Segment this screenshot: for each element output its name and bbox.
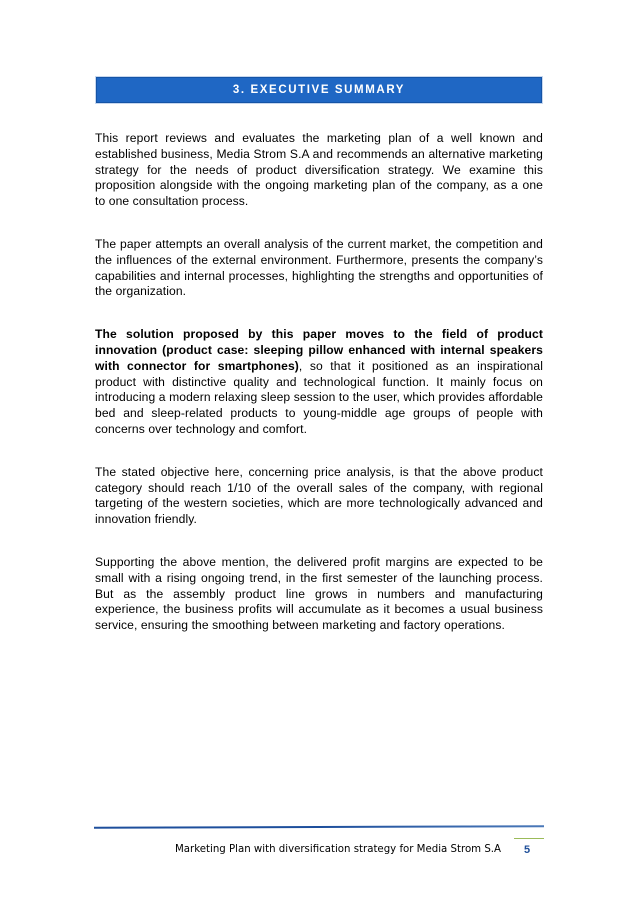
paragraph-solution — [95, 327, 543, 438]
paragraph-objective: The stated objective here, concerning price analysis, is that the above product category should reach 1/10 of the overall sales of the company, with regional targeting of the western societies, which are more technologically advanced and innovation friendly. — [95, 464, 543, 527]
section-heading: 3. EXECUTIVE SUMMARY — [232, 84, 406, 96]
footer-divider — [94, 825, 544, 829]
document-body — [95, 131, 543, 661]
paragraph-profit: Supporting the above mention, the delivered profit margins are expected to be small with a rising ongoing trend, in the first semester of the launching process. But as the assembly product line grows in numbers and manufacturing experience, the business profits will accumulate as it becomes a usual business service, ensuring the smoothing between marketing and factory operations. — [95, 554, 543, 633]
solution-rest-text: , so that it positioned as an inspirational product with distinctive quality and technological function. It mainly focus on introducing a modern relaxing sleep session to the user, which provides affordable bed and sleep-related products to young-middle age groups of people with concerns over technology and comfort. — [95, 358, 543, 436]
solution-bold-text: The solution proposed by this paper moves to the field of product innovation (product case: sleeping pillow enhanced with internal speakers with connector for smartphones) — [95, 327, 543, 373]
paragraph-intro: This report reviews and evaluates the marketing plan of a well known and established business, Media Strom S.A and recommends an alternative marketing strategy for the needs of product diversification strategy. We examine this proposition alongside with the ongoing marketing plan of the company, as a one to one consultation process. — [95, 131, 543, 209]
section-heading-bar — [95, 76, 543, 104]
page-number-accent — [514, 838, 544, 839]
page-number: 5 — [524, 844, 531, 856]
paragraph-analysis: The paper attempts an overall analysis of the current market, the competition and the influences of the external environment. Furthermore, presents the company’s capabilities and internal processes, highlighting the strengths and opportunities of the organization. — [95, 236, 543, 299]
footer-title: Marketing Plan with diversification strategy for Media Strom S.A — [175, 844, 502, 855]
